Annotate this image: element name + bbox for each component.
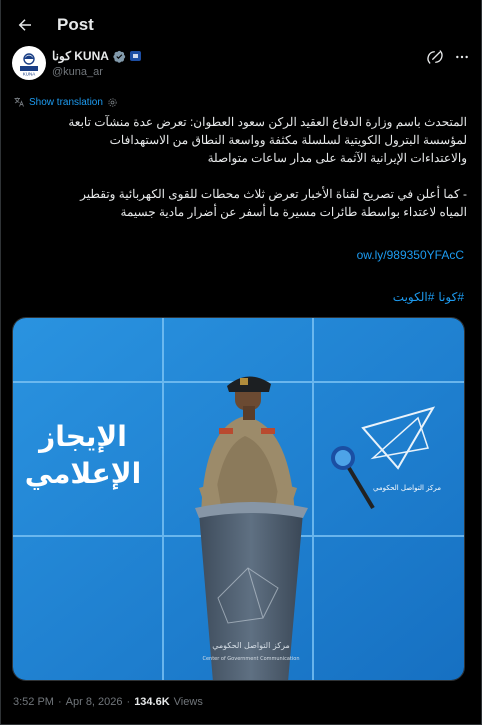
views-label: Views (173, 696, 203, 708)
tweet-media-image[interactable] (12, 317, 465, 681)
hashtag-kuna[interactable]: #كونا (438, 290, 464, 304)
show-translation-label[interactable]: Show translation (29, 96, 103, 108)
more-options-icon[interactable] (453, 49, 471, 65)
tweet-link[interactable]: ow.ly/989350YFAcC (356, 248, 464, 262)
avatar[interactable] (12, 46, 46, 80)
grok-icon[interactable] (426, 48, 444, 66)
back-button[interactable] (9, 9, 41, 41)
svg-text:KUNA: KUNA (22, 71, 36, 77)
author-handle[interactable]: @kuna_ar (52, 66, 103, 78)
post-date[interactable]: Apr 8, 2026 (65, 696, 123, 708)
meta-separator-2: · (126, 696, 131, 708)
show-translation-button[interactable] (13, 96, 118, 108)
post-time[interactable]: 3:52 PM (13, 696, 54, 708)
gear-icon[interactable] (107, 97, 118, 108)
podium-subtext: Center of Government Communication (202, 656, 300, 662)
post-meta (13, 696, 203, 708)
tweet-body (15, 113, 467, 221)
hashtags (393, 290, 464, 304)
views-count: 134.6K (134, 696, 170, 708)
tweet-paragraph-1: المتحدث باسم وزارة الدفاع العقيد الركن سعود العطوان: تعرض عدة منشآت تابعة لمؤسسة البترول الكويتية لسلسلة مكثفة وواسعة النطاق من الاستهدافات والاعتداءات الإيرانية الآثمة على مدار ساعات متواصلة (68, 115, 467, 165)
press-briefing-photo (13, 318, 465, 681)
tweet-paragraph-2: - كما أعلن في تصريح لقناة الأخبار تعرض ثلاث محطات للقوى الكهربائية وتقطير المياه لاعتداء بواسطة طائرات مسيرة ما أسفر عن أضرار مادية جسيمة (80, 187, 467, 219)
back-arrow-icon (16, 16, 34, 34)
verified-badge-icon (113, 50, 126, 63)
hashtag-kuwait[interactable]: #الكويت (392, 290, 435, 304)
top-bar (1, 0, 482, 50)
banner-line-1: الإيجاز (39, 420, 127, 453)
author-name[interactable]: كونا KUNA (52, 49, 109, 63)
meta-separator: · (57, 696, 62, 708)
banner-line-2: الإعلامي (24, 457, 142, 490)
logo-caption: مركز التواصل الحكومي (373, 484, 441, 492)
podium-text: مركز التواصل الحكومي (212, 641, 290, 650)
translate-icon (13, 96, 25, 108)
kuna-logo-icon (14, 48, 44, 78)
author-name-row[interactable] (52, 49, 141, 63)
affiliate-badge-icon (130, 51, 141, 61)
page-title: Post (57, 15, 94, 34)
